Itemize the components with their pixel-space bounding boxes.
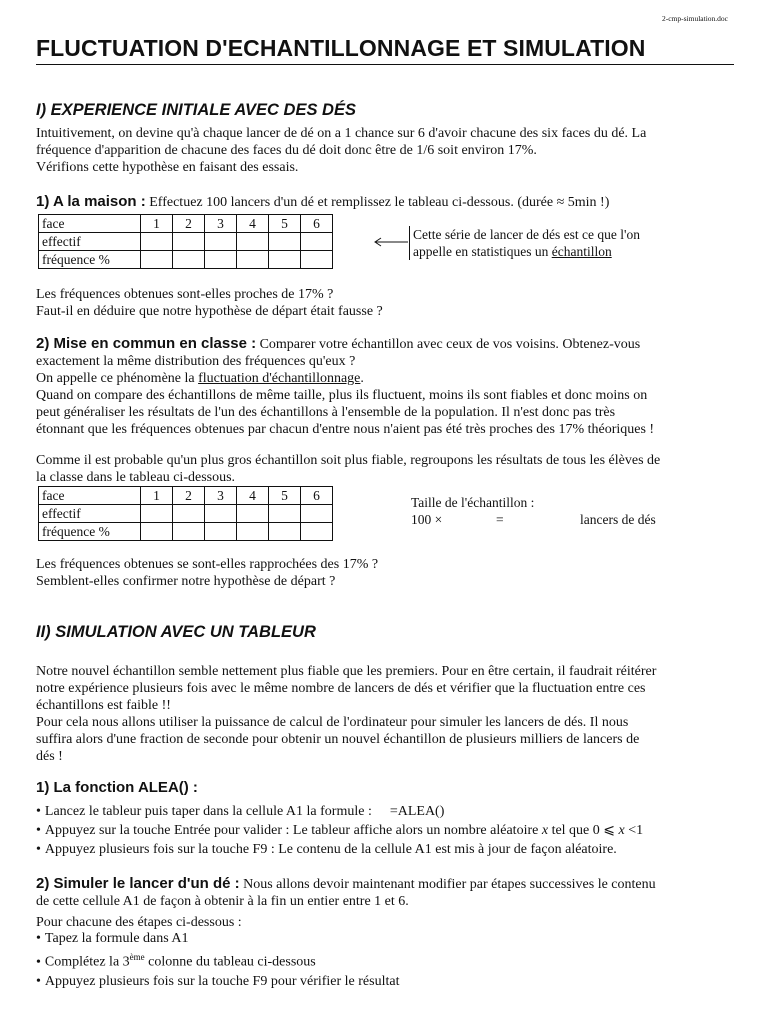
empty-cell: [301, 233, 333, 251]
die-text: Nous allons devoir maintenant modifier par étapes successives le contenu: [239, 877, 656, 892]
regroup-line: Comme il est probable qu'un plus gros échantillon soit plus fiable, regroupons les résultats de tous les élèves de: [36, 453, 661, 468]
intro-line: fréquence d'apparition de chacune des faces du dé doit donc être de 1/6 soit environ 17%.: [36, 143, 537, 158]
empty-cell: [269, 505, 301, 523]
table-header-cell: face: [39, 487, 141, 505]
empty-cell: [269, 251, 301, 269]
document-title: FLUCTUATION D'ECHANTILLONNAGE ET SIMULATION: [36, 34, 734, 65]
section-heading-simulation: II) SIMULATION AVEC UN TABLEUR: [36, 623, 316, 641]
row-label-cell: effectif: [39, 233, 141, 251]
face-cell: 1: [141, 215, 173, 233]
class-line: peut généraliser les résultats de l'un des échantillons à l'ensemble de la population. Il n'est donc pas très: [36, 405, 616, 420]
steps-intro: Pour chacune des étapes ci-dessous :: [36, 915, 242, 930]
face-cell: 6: [301, 487, 333, 505]
empty-cell: [301, 523, 333, 541]
alea-step-text: tel que 0 ⩽: [548, 823, 619, 838]
intro-paragraph: [36, 125, 736, 176]
punctuation: .: [360, 371, 364, 386]
face-cell: 4: [237, 487, 269, 505]
face-cell: 6: [301, 215, 333, 233]
die-line: de cette cellule A1 de façon à obtenir à la fin un entier entre 1 et 6.: [36, 894, 409, 909]
alea-step-text: <1: [624, 823, 644, 838]
question-line: Semblent-elles confirmer notre hypothèse de départ ?: [36, 574, 336, 589]
section-heading-experience: I) EXPERIENCE INITIALE AVEC DES DÉS: [36, 101, 356, 119]
empty-cell: [205, 505, 237, 523]
alea-steps-list: [36, 802, 736, 859]
math-variable-x: x: [541, 823, 549, 838]
term-echantillon: échantillon: [551, 244, 612, 259]
left-arrow-icon: [372, 237, 408, 247]
empty-cell: [269, 523, 301, 541]
die-steps-list: [36, 929, 736, 991]
regroup-line: la classe dans le tableau ci-dessous.: [36, 470, 236, 485]
sample-size-block: [411, 494, 711, 528]
class-heading: 2) Mise en commun en classe :: [36, 335, 257, 352]
empty-cell: [205, 251, 237, 269]
intro-line: notre expérience plusieurs fois avec le même nombre de lancers de dés et vérifier que la fluctuation entre ces: [36, 681, 646, 696]
face-cell: 4: [237, 215, 269, 233]
sample-size-suffix: lancers de dés: [580, 512, 656, 527]
questions-class: [36, 556, 736, 590]
home-frequency-table: [38, 214, 333, 269]
class-text: Comparer votre échantillon avec ceux de vos voisins. Obtenez-vous: [256, 337, 641, 352]
step-text: Complétez la 3: [44, 954, 130, 970]
empty-cell: [237, 233, 269, 251]
empty-cell: [237, 505, 269, 523]
class-line: On appelle ce phénomène la: [36, 371, 199, 386]
empty-cell: [173, 523, 205, 541]
sample-size-label: Taille de l'échantillon :: [411, 495, 535, 510]
empty-cell: [141, 523, 173, 541]
intro-line: Pour cela nous allons utiliser la puissance de calcul de l'ordinateur pour simuler les lancers de dés. Il nous: [36, 715, 629, 730]
die-simulation-section: [36, 875, 736, 931]
empty-cell: [237, 251, 269, 269]
empty-cell: [301, 505, 333, 523]
intro-line: Intuitivement, on devine qu'à chaque lancer de dé on a 1 chance sur 6 d'avoir chacune des six faces du dé. La: [36, 126, 647, 141]
face-cell: 3: [205, 487, 237, 505]
class-frequency-table: [38, 486, 333, 541]
intro-line: échantillons est faible !!: [36, 698, 171, 713]
empty-cell: [141, 505, 173, 523]
question-line: Les fréquences obtenues sont-elles proches de 17% ?: [36, 287, 334, 302]
list-item: • Tapez la formule dans A1: [36, 929, 736, 948]
home-heading: 1) A la maison :: [36, 193, 146, 210]
empty-cell: [141, 233, 173, 251]
alea-formula: =ALEA(): [389, 804, 445, 819]
home-instruction: [36, 193, 736, 211]
table-row: [39, 487, 333, 505]
list-item: [36, 948, 736, 972]
intro-line: suffira alors d'une fraction de seconde pour obtenir un nouvel échantillon de plusieurs milliers de lancers de: [36, 732, 640, 747]
intro-line: Notre nouvel échantillon semble nettement plus fiable que les premiers. Pour en être certain, il faudrait réitérer: [36, 664, 657, 679]
sample-size-prefix: 100 ×: [411, 512, 443, 527]
empty-cell: [205, 523, 237, 541]
empty-cell: [173, 251, 205, 269]
math-variable-x: x: [618, 823, 625, 838]
class-line: étonnant que les fréquences obtenues par chacun d'entre nous n'aient pas été très proches des 17% théoriques !: [36, 422, 655, 437]
alea-step-text: Lancez le tableur puis taper dans la cellule A1 la formule :: [44, 804, 372, 819]
table-header-cell: face: [39, 215, 141, 233]
row-label-cell: effectif: [39, 505, 141, 523]
sample-size-equals: =: [496, 512, 504, 527]
face-cell: 1: [141, 487, 173, 505]
table-row: [39, 251, 333, 269]
empty-cell: [173, 233, 205, 251]
questions-home: [36, 286, 736, 320]
empty-cell: [141, 251, 173, 269]
table-row: [39, 523, 333, 541]
intro-line: dés !: [36, 749, 63, 764]
term-fluctuation: fluctuation d'échantillonnage: [198, 371, 361, 386]
face-cell: 5: [269, 487, 301, 505]
list-item: [36, 802, 736, 821]
face-cell: 3: [205, 215, 237, 233]
step-text: colonne du tableau ci-dessous: [144, 954, 316, 970]
face-cell: 2: [173, 487, 205, 505]
face-cell: 2: [173, 215, 205, 233]
face-cell: 5: [269, 215, 301, 233]
row-label-cell: fréquence %: [39, 523, 141, 541]
alea-step-text: Appuyez sur la touche Entrée pour valider : Le tableur affiche alors un nombre aléatoire: [44, 823, 542, 838]
sample-size-formula: [411, 511, 711, 528]
alea-heading: 1) La fonction ALEA() :: [36, 779, 198, 796]
regroup-paragraph: [36, 452, 736, 486]
alea-heading-block: [36, 779, 736, 796]
table-row: [39, 215, 333, 233]
empty-cell: [237, 523, 269, 541]
empty-cell: [269, 233, 301, 251]
list-item: • Appuyez plusieurs fois sur la touche F9 : Le contenu de la cellule A1 est mis à jour de façon aléatoire.: [36, 840, 736, 859]
question-line: Faut-il en déduire que notre hypothèse de départ était fausse ?: [36, 304, 383, 319]
question-line: Les fréquences obtenues se sont-elles rapprochées des 17% ?: [36, 557, 379, 572]
note-line: appelle en statistiques un: [413, 244, 552, 259]
sample-definition-note: [409, 226, 703, 260]
header-filename: 2-cmp-simulation.doc: [661, 14, 728, 23]
list-item: • Appuyez plusieurs fois sur la touche F9 pour vérifier le résultat: [36, 972, 736, 991]
die-heading: 2) Simuler le lancer d'un dé :: [36, 875, 240, 892]
empty-cell: [205, 233, 237, 251]
home-text: Effectuez 100 lancers d'un dé et remplissez le tableau ci-dessous. (durée ≈ 5min !): [145, 195, 610, 210]
table-row: [39, 505, 333, 523]
class-line: exactement la même distribution des fréquences qu'eux ?: [36, 354, 356, 369]
note-line: Cette série de lancer de dés est ce que l'on: [413, 227, 640, 242]
superscript: ème: [129, 952, 145, 962]
intro-line: Vérifions cette hypothèse en faisant des essais.: [36, 160, 299, 175]
simulation-intro: [36, 663, 736, 765]
empty-cell: [173, 505, 205, 523]
row-label-cell: fréquence %: [39, 251, 141, 269]
class-sharing-section: [36, 335, 736, 438]
table-row: [39, 233, 333, 251]
list-item: [36, 821, 736, 840]
empty-cell: [301, 251, 333, 269]
class-line: Quand on compare des échantillons de même taille, plus ils fluctuent, moins ils sont fiables et donc moins on: [36, 388, 648, 403]
